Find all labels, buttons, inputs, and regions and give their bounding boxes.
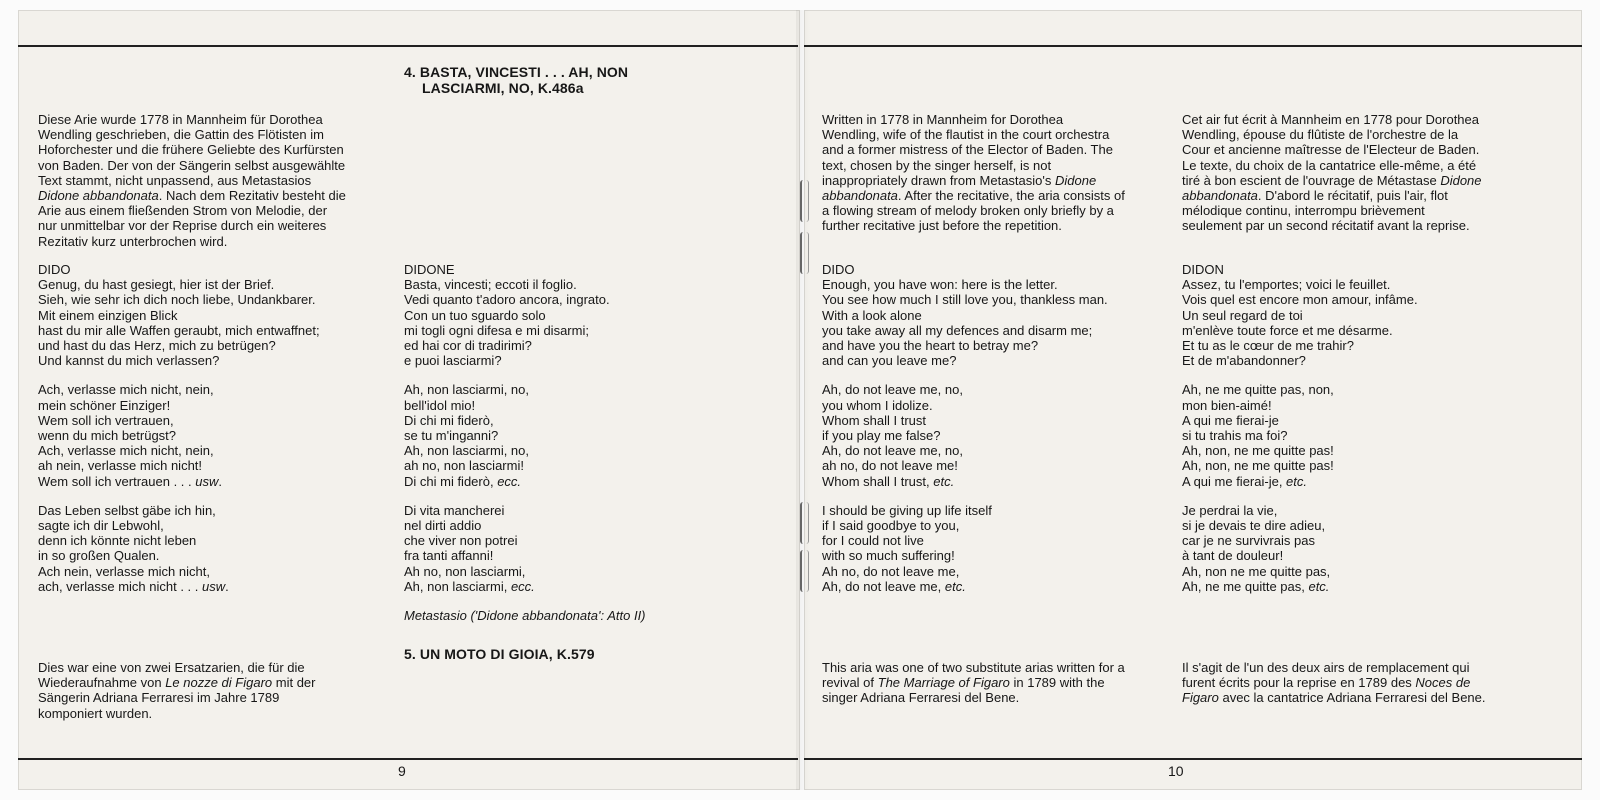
french-intro-line: Wendling, épouse du flûtiste de l'orchestre de la — [1182, 127, 1459, 143]
german-line: mein schöner Einziger! — [38, 397, 171, 413]
section-4-heading-line1: 4. BASTA, VINCESTI . . . AH, NON — [404, 64, 629, 80]
german-line: in so großen Qualen. — [38, 548, 160, 564]
italian-libretto — [404, 262, 646, 623]
english-k579-line: singer Adriana Ferraresi del Bene. — [822, 690, 1020, 706]
english-role: DIDO — [822, 262, 855, 277]
section-4-heading-line2: LASCIARMI, NO, K.486a — [422, 80, 584, 96]
french-line: A qui me fierai-je, etc. — [1182, 473, 1308, 489]
english-intro — [822, 112, 1125, 234]
german-line: hast du mir alle Waffen geraubt, mich entwaffnet; — [38, 322, 320, 338]
english-libretto — [822, 262, 1108, 608]
english-intro-line: text, chosen by the singer herself, is not — [822, 157, 1052, 173]
french-line: Je perdrai la vie, — [1182, 502, 1278, 518]
german-intro-line: nur unmittelbar vor der Reprise durch ein weiteres — [38, 218, 327, 234]
english-intro-line: inappropriately drawn from Metastasio's Didone — [822, 172, 1097, 188]
italian-stanza-2 — [404, 382, 646, 488]
english-intro-line: Wendling, wife of the flautist in the court orchestra — [822, 127, 1110, 143]
german-intro-line: Text stammt, nicht unpassend, aus Metastasios — [38, 172, 312, 188]
german-stanza-2 — [38, 382, 320, 488]
german-k579-line: Sängerin Adriana Ferraresi im Jahre 1789 — [38, 690, 280, 706]
english-intro-line: Written in 1778 in Mannheim for Dorothea — [822, 112, 1064, 127]
italian-role: DIDONE — [404, 262, 455, 277]
italian-line: Con un tuo sguardo solo — [404, 307, 546, 323]
german-line: ach, verlasse mich nicht . . . usw. — [38, 578, 229, 594]
french-intro-line: Cet air fut écrit à Mannheim en 1778 pour Dorothea — [1182, 112, 1480, 127]
french-line: Ah, non ne me quitte pas, — [1182, 563, 1331, 579]
english-line: With a look alone — [822, 307, 922, 323]
english-line: and can you leave me? — [822, 353, 957, 369]
german-role: DIDO — [38, 262, 71, 277]
french-intro-line: seulement par un second récitatif avant la reprise. — [1182, 218, 1470, 234]
german-line: Ach, verlasse mich nicht, nein, — [38, 443, 214, 459]
italian-line: mi togli ogni difesa e mi disarmi; — [404, 322, 589, 338]
italian-line: Di vita mancherei — [404, 502, 505, 518]
german-line: Ach nein, verlasse mich nicht, — [38, 563, 210, 579]
german-line: Wem soll ich vertrauen . . . usw. — [38, 473, 223, 489]
italian-line: ed hai cor di tradirimi? — [404, 338, 532, 354]
german-line: Wem soll ich vertrauen, — [38, 412, 174, 428]
english-line: Ah, do not leave me, etc. — [822, 578, 966, 594]
german-k579-line: komponiert wurden. — [38, 705, 153, 721]
italian-line: Di chi mi fiderò, — [404, 412, 494, 428]
french-line: Assez, tu l'emportes; voici le feuillet. — [1182, 277, 1391, 293]
german-k579-line: Dies war eine von zwei Ersatzarien, die für die — [38, 660, 305, 675]
french-libretto — [1182, 262, 1418, 608]
french-line: Vois quel est encore mon amour, infâme. — [1182, 292, 1418, 308]
italian-line: fra tanti affanni! — [404, 548, 494, 564]
german-line: Ach, verlasse mich nicht, nein, — [38, 382, 214, 398]
italian-stanza-3 — [404, 503, 646, 594]
english-line: Whom shall I trust — [822, 412, 927, 428]
german-intro-line: Arie aus einem fließenden Strom von Melodie, der — [38, 203, 328, 219]
german-line: Und kannst du mich verlassen? — [38, 353, 220, 369]
bottom-rule-left — [18, 758, 798, 760]
german-libretto — [38, 262, 320, 608]
italian-line: che viver non potrei — [404, 533, 518, 549]
italian-line: ah no, non lasciarmi! — [404, 458, 524, 474]
german-intro-line: Rezitativ kurz unterbrochen wird. — [38, 233, 228, 249]
french-intro-line: abbandonata. D'abord le récitatif, puis l'air, flot — [1182, 188, 1448, 204]
french-intro-line: tiré à bon escient de l'ouvrage de Métastase Didone — [1182, 172, 1482, 188]
english-line: you take away all my defences and disarm me; — [822, 322, 1093, 338]
staple-bottom — [800, 502, 809, 544]
french-line: à tant de douleur! — [1182, 548, 1284, 564]
italian-line: Basta, vincesti; eccoti il foglio. — [404, 277, 577, 293]
english-line: You see how much I still love you, thankless man. — [822, 292, 1108, 308]
french-line: Ah, ne me quitte pas, non, — [1182, 382, 1334, 398]
french-intro — [1182, 112, 1482, 234]
italian-line: Ah, non lasciarmi, no, — [404, 443, 530, 459]
french-line: Ah, non, ne me quitte pas! — [1182, 458, 1334, 474]
english-intro-line: further recitative just before the repetition. — [822, 218, 1062, 234]
german-line: Mit einem einzigen Blick — [38, 307, 178, 323]
german-line: Genug, du hast gesiegt, hier ist der Brief. — [38, 277, 275, 293]
german-line: denn ich könnte nicht leben — [38, 533, 197, 549]
german-intro-line: Didone abbandonata. Nach dem Rezitativ besteht die — [38, 188, 346, 204]
german-intro-line: Wendling geschrieben, die Gattin des Flötisten im — [38, 127, 324, 143]
german-stanza-3 — [38, 503, 320, 594]
italian-line: se tu m'inganni? — [404, 428, 499, 444]
french-line: si je devais te dire adieu, — [1182, 518, 1326, 534]
german-work-title: Didone abbandonata — [38, 188, 159, 204]
section-5-heading: 5. UN MOTO DI GIOIA, K.579 — [404, 646, 595, 662]
italian-line: Di chi mi fiderò, ecc. — [404, 473, 522, 489]
french-stanza-3 — [1182, 503, 1418, 594]
english-intro-line: and a former mistress of the Elector of Baden. The — [822, 142, 1113, 158]
french-k579-line: Il s'agit de l'un des deux airs de remplacement qui — [1182, 660, 1470, 675]
english-line: I should be giving up life itself — [822, 502, 992, 518]
french-line: Un seul regard de toi — [1182, 307, 1303, 323]
english-line: Whom shall I trust, etc. — [822, 473, 955, 489]
italian-line: e puoi lasciarmi? — [404, 353, 502, 369]
french-line: m'enlève toute force et me désarme. — [1182, 322, 1393, 338]
staple-bottom-2 — [800, 550, 809, 592]
english-line: you whom I idolize. — [822, 397, 933, 413]
italian-line: Ah, non lasciarmi, no, — [404, 382, 530, 398]
german-k579-text — [38, 660, 315, 721]
english-k579-text — [822, 660, 1125, 706]
french-line: Et de m'abandonner? — [1182, 353, 1306, 369]
english-line: Ah, do not leave me, no, — [822, 382, 963, 398]
german-line: Das Leben selbst gäbe ich hin, — [38, 502, 216, 518]
italian-source: Metastasio ('Didone abbandonata': Atto II) — [404, 608, 646, 624]
staple-top-2 — [800, 232, 809, 274]
french-k579-line: Figaro avec la cantatrice Adriana Ferraresi del Bene. — [1182, 690, 1486, 706]
english-line: Ah, do not leave me, no, — [822, 443, 963, 459]
top-rule-right — [804, 45, 1582, 47]
section-4-heading — [404, 64, 628, 96]
english-line: and have you the heart to betray me? — [822, 338, 1039, 354]
english-stanza-3 — [822, 503, 1108, 594]
english-stanza-1 — [822, 277, 1108, 368]
french-role: DIDON — [1182, 262, 1224, 277]
french-stanza-1 — [1182, 277, 1418, 368]
english-line: Ah no, do not leave me, — [822, 563, 960, 579]
english-stanza-2 — [822, 382, 1108, 488]
german-line: Sieh, wie sehr ich dich noch liebe, Undankbarer. — [38, 292, 316, 308]
french-stanza-2 — [1182, 382, 1418, 488]
italian-stanza-1 — [404, 277, 646, 368]
french-intro-line: Le texte, du choix de la cantatrice elle-même, a été — [1182, 157, 1477, 173]
french-k579-text — [1182, 660, 1486, 706]
italian-line: bell'idol mio! — [404, 397, 476, 413]
german-line: wenn du mich betrügst? — [38, 428, 177, 444]
french-k579-line: furent écrits pour la reprise en 1789 des Noces de — [1182, 675, 1471, 691]
german-intro-line: von Baden. Der von der Sängerin selbst ausgewählte — [38, 157, 346, 173]
german-line: und hast du das Herz, mich zu betrügen? — [38, 338, 276, 354]
english-k579-line: revival of The Marriage of Figaro in 1789 with the — [822, 675, 1105, 691]
french-line: Ah, non, ne me quitte pas! — [1182, 443, 1334, 459]
french-line: Ah, ne me quitte pas, etc. — [1182, 578, 1330, 594]
german-intro — [38, 112, 346, 249]
english-line: with so much suffering! — [822, 548, 955, 564]
french-line: car je ne survivrais pas — [1182, 533, 1315, 549]
french-line: A qui me fierai-je — [1182, 412, 1279, 428]
german-line: ah nein, verlasse mich nicht! — [38, 458, 203, 474]
french-intro-line: Cour et ancienne maîtresse de l'Electeur de Baden. — [1182, 142, 1480, 158]
german-line: sagte ich dir Lebwohl, — [38, 518, 164, 534]
italian-line: Ah, non lasciarmi, ecc. — [404, 578, 535, 594]
english-line: for I could not live — [822, 533, 924, 549]
english-line: ah no, do not leave me! — [822, 458, 958, 474]
italian-line: nel dirti addio — [404, 518, 482, 534]
english-line: if you play me false? — [822, 428, 941, 444]
english-k579-line: This aria was one of two substitute arias written for a — [822, 660, 1125, 675]
french-line: Et tu as le cœur de me trahir? — [1182, 338, 1354, 354]
italian-line: Ah no, non lasciarmi, — [404, 563, 526, 579]
italian-line: Vedi quanto t'adoro ancora, ingrato. — [404, 292, 610, 308]
top-rule-left — [18, 45, 798, 47]
german-intro-line: Diese Arie wurde 1778 in Mannheim für Dorothea — [38, 112, 323, 127]
german-stanza-1 — [38, 277, 320, 368]
english-line: Enough, you have won: here is the letter. — [822, 277, 1058, 293]
english-intro-line: abbandonata. After the recitative, the aria consists of — [822, 188, 1125, 204]
english-intro-line: a flowing stream of melody broken only briefly by a — [822, 203, 1114, 219]
staple-top — [800, 180, 809, 222]
french-line: mon bien-aimé! — [1182, 397, 1272, 413]
german-intro-line: Hoforchester und die frühere Geliebte des Kurfürsten — [38, 142, 344, 158]
english-line: if I said goodbye to you, — [822, 518, 960, 534]
page-number-right: 10 — [1168, 763, 1184, 779]
bottom-rule-right — [804, 758, 1582, 760]
french-intro-line: mélodique continu, interrompu brièvement — [1182, 203, 1425, 219]
french-line: si tu trahis ma foi? — [1182, 428, 1288, 444]
german-k579-line: Wiederaufnahme von Le nozze di Figaro mit der — [38, 675, 316, 691]
page-number-left: 9 — [398, 763, 406, 779]
